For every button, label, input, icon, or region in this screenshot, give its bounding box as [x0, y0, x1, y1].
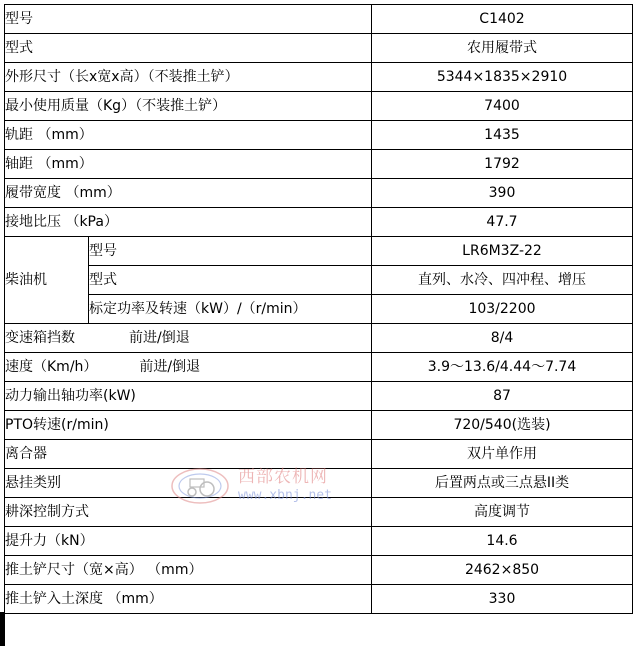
watermark-site-name: 西部农机网 — [238, 467, 328, 487]
row-label: 动力输出轴功率(kW) — [5, 382, 372, 411]
row-value: 2462×850 — [372, 556, 633, 585]
row-label: 轴距 （mm） — [5, 150, 372, 179]
row-value: 双片单作用 — [372, 440, 633, 469]
row-label: 接地比压 （kPa） — [5, 208, 372, 237]
row-value: 后置两点或三点悬II类 — [372, 469, 633, 498]
table-row — [5, 208, 633, 237]
row-value: 5344×1835×2910 — [372, 63, 633, 92]
row-label: 耕深控制方式 — [5, 498, 372, 527]
table-row — [5, 440, 633, 469]
row-label: PTO转速(r/min) — [5, 411, 372, 440]
row-value: 720/540(选装) — [372, 411, 633, 440]
row-value: 7400 — [372, 92, 633, 121]
row-label: 悬挂类别 — [5, 469, 372, 498]
row-label: 型式 — [89, 266, 372, 295]
table-row — [5, 469, 633, 498]
row-value: 1435 — [372, 121, 633, 150]
spec-table — [4, 4, 633, 614]
row-value: 87 — [372, 382, 633, 411]
table-row — [5, 585, 633, 614]
row-label: 标定功率及转速（kW）/（r/min） — [89, 295, 372, 324]
row-value: 直列、水冷、四冲程、增压 — [372, 266, 633, 295]
row-value: 390 — [372, 179, 633, 208]
table-row — [5, 237, 633, 266]
row-value: 农用履带式 — [372, 34, 633, 63]
row-label: 推土铲入土深度 （mm） — [5, 585, 372, 614]
engine-group-label: 柴油机 — [5, 237, 89, 324]
table-row — [5, 150, 633, 179]
row-label: 型号 — [5, 5, 372, 34]
row-value: 103/2200 — [372, 295, 633, 324]
watermark-url: www.xbnj.net — [238, 488, 332, 503]
table-row — [5, 498, 633, 527]
row-value: 1792 — [372, 150, 633, 179]
row-label: 履带宽度 （mm） — [5, 179, 372, 208]
row-label: 型式 — [5, 34, 372, 63]
left-edge-marker — [0, 612, 5, 646]
table-row — [5, 411, 633, 440]
row-value: 14.6 — [372, 527, 633, 556]
row-qualifier: 前进/倒退 — [129, 330, 190, 346]
table-row — [5, 266, 633, 295]
row-value: LR6M3Z-22 — [372, 237, 633, 266]
row-value: C1402 — [372, 5, 633, 34]
row-label: 最小使用质量（Kg）（不装推土铲） — [5, 92, 372, 121]
row-label: 推土铲尺寸（宽×高） （mm） — [5, 556, 372, 585]
table-row — [5, 353, 633, 382]
table-row — [5, 5, 633, 34]
row-label: 外形尺寸（长x宽x高）（不装推土铲） — [5, 63, 372, 92]
table-row — [5, 382, 633, 411]
table-row — [5, 179, 633, 208]
row-label: 离合器 — [5, 440, 372, 469]
table-row — [5, 63, 633, 92]
row-label: 轨距 （mm） — [5, 121, 372, 150]
row-value: 47.7 — [372, 208, 633, 237]
row-value: 8/4 — [372, 324, 633, 353]
table-row — [5, 295, 633, 324]
table-row — [5, 121, 633, 150]
row-label: 速度（Km/h） — [5, 359, 98, 375]
row-label-cell — [5, 324, 372, 353]
row-value: 330 — [372, 585, 633, 614]
table-row — [5, 527, 633, 556]
row-label: 型号 — [89, 237, 372, 266]
row-value: 3.9～13.6/4.44～7.74 — [372, 353, 633, 382]
row-label: 提升力（kN） — [5, 527, 372, 556]
table-row — [5, 324, 633, 353]
row-qualifier: 前进/倒退 — [139, 359, 201, 375]
table-row — [5, 34, 633, 63]
row-label-cell — [5, 353, 372, 382]
row-value: 高度调节 — [372, 498, 633, 527]
table-row — [5, 556, 633, 585]
table-row — [5, 92, 633, 121]
row-label: 变速箱挡数 — [5, 330, 75, 346]
